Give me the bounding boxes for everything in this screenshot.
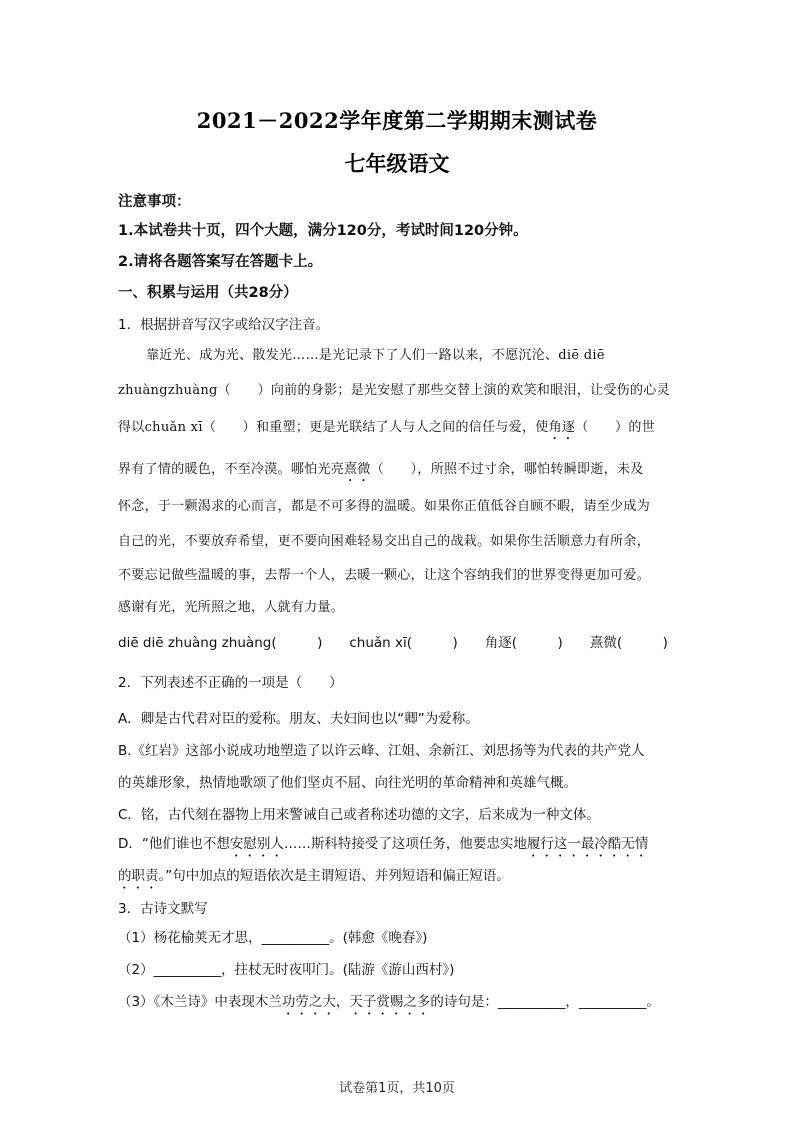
section-1-heading: 一、积累与运用（共28分）	[118, 285, 298, 301]
q1-passage-line-1: 靠近光、成为光、散发光……是光记录下了人们一路以来，不愿沉沦、diē diē	[146, 348, 605, 363]
q2-option-d-line-1	[118, 832, 648, 860]
q2-option-c: C．铭，古代刻在器物上用来警诫自己或者称述功德的文字，后来成为一种文体。	[118, 807, 600, 823]
q2-option-b-line-2: 的英雄形象，热情地歌颂了他们坚贞不屈、向往光明的革命精神和英雄气概。	[118, 775, 577, 791]
q1-passage-line-5: 怀念，于一颗渴求的心而言，都是不可多得的温暖。如果你正值低谷自顾不暇，请至少成为	[118, 499, 651, 514]
q1-answer-line: diē diē zhuàng zhuàng( ) chuǎn xī( ) 角逐( ) 熹微( )	[118, 635, 668, 651]
q2-option-d-line-2	[118, 864, 510, 892]
phrase-zhize: 的职责	[118, 868, 159, 884]
exam-title: 2021－2022学年度第二学期期末测试卷	[196, 108, 598, 133]
q1-line-3-part-a: 得以chuǎn xī（ ）和重塑；更是光联结了人与人之间的信任与爱，使	[118, 420, 549, 435]
q1-passage-line-7: 不要忘记做些温暖的事，去帮一个人，去暖一颗心，让这个容纳我们的世界变得更加可爱。	[118, 568, 651, 583]
q3-line-1: （1）杨花榆荚无才思，__________。(韩愈《晚春》)	[118, 930, 428, 946]
notes-heading: 注意事项：	[118, 194, 191, 210]
q2-d-part-b: ……斯科特接受了这项任务，他要忠实地	[283, 836, 527, 852]
question-3-prompt: 3．古诗文默写	[118, 901, 208, 917]
q3-line-2: （2）__________，拄杖无时夜叩门。(陆游《游山西村》)	[118, 962, 455, 978]
q1-line-4-part-b: （ ），所照不过寸余，哪怕转瞬即逝，未及	[370, 462, 644, 477]
notes-item-2: 2.请将各题答案写在答题卡上。	[118, 254, 323, 270]
q2-d-part-c: 。”句中加点的短语依次是主谓短语、并列短语和偏正短语。	[158, 868, 510, 884]
q3-line-3-part-b: 的诗句是：__________，__________。	[430, 994, 660, 1010]
q1-passage-line-3	[118, 416, 655, 443]
q1-line-3-part-b: （ ）的世	[575, 420, 655, 435]
q1-passage-line-4	[118, 458, 644, 485]
q2-option-a: A．卿是古代君对臣的爱称。朋友、夫妇间也以“卿”为爱称。	[118, 711, 479, 727]
word-xiwei: 熹微	[344, 462, 371, 477]
q2-d-part-a: D．“他们谁也不想	[118, 836, 230, 852]
page-footer: 试卷第1页，共10页	[339, 1081, 455, 1096]
phrase-lvxing: 履行这一最冷酷无情	[526, 836, 649, 852]
phrase-gonglao: 功劳之大，天子赏赐之多	[281, 994, 431, 1010]
exam-subtitle: 七年级语文	[344, 151, 450, 176]
word-juezhu: 角逐	[548, 420, 576, 435]
notes-item-1: 1.本试卷共十页，四个大题，满分120分，考试时间120分钟。	[118, 223, 528, 239]
q3-line-3	[118, 990, 660, 1018]
q1-passage-line-6: 自己的光，不要放弃希望，更不要向困难轻易交出自己的战栽。如果你生活顺意力有所余，	[118, 534, 651, 549]
q3-line-3-part-a: （3）《木兰诗》中表现木兰	[118, 994, 282, 1010]
q1-line-4-part-a: 界有了情的暖色，不至冷漠。哪怕光亮	[118, 462, 345, 477]
question-2-prompt: 2．下列表述不正确的一项是（ ）	[118, 675, 343, 691]
phrase-anwei-bieren: 安慰别人	[229, 836, 284, 852]
question-1-prompt: 1．根据拼音写汉字或给汉字注音。	[118, 317, 330, 333]
q2-option-b-line-1: B.《红岩》这部小说成功地塑造了以许云峰、江姐、余新江、刘思扬等为代表的共产党人	[118, 743, 645, 759]
q1-passage-line-2: zhuàngzhuàng（ ）向前的身影；是光安慰了那些交替上演的欢笑和眼泪，让受伤的心灵	[118, 383, 670, 398]
q1-passage-line-8: 感谢有光，光所照之地，人就有力量。	[118, 600, 345, 615]
